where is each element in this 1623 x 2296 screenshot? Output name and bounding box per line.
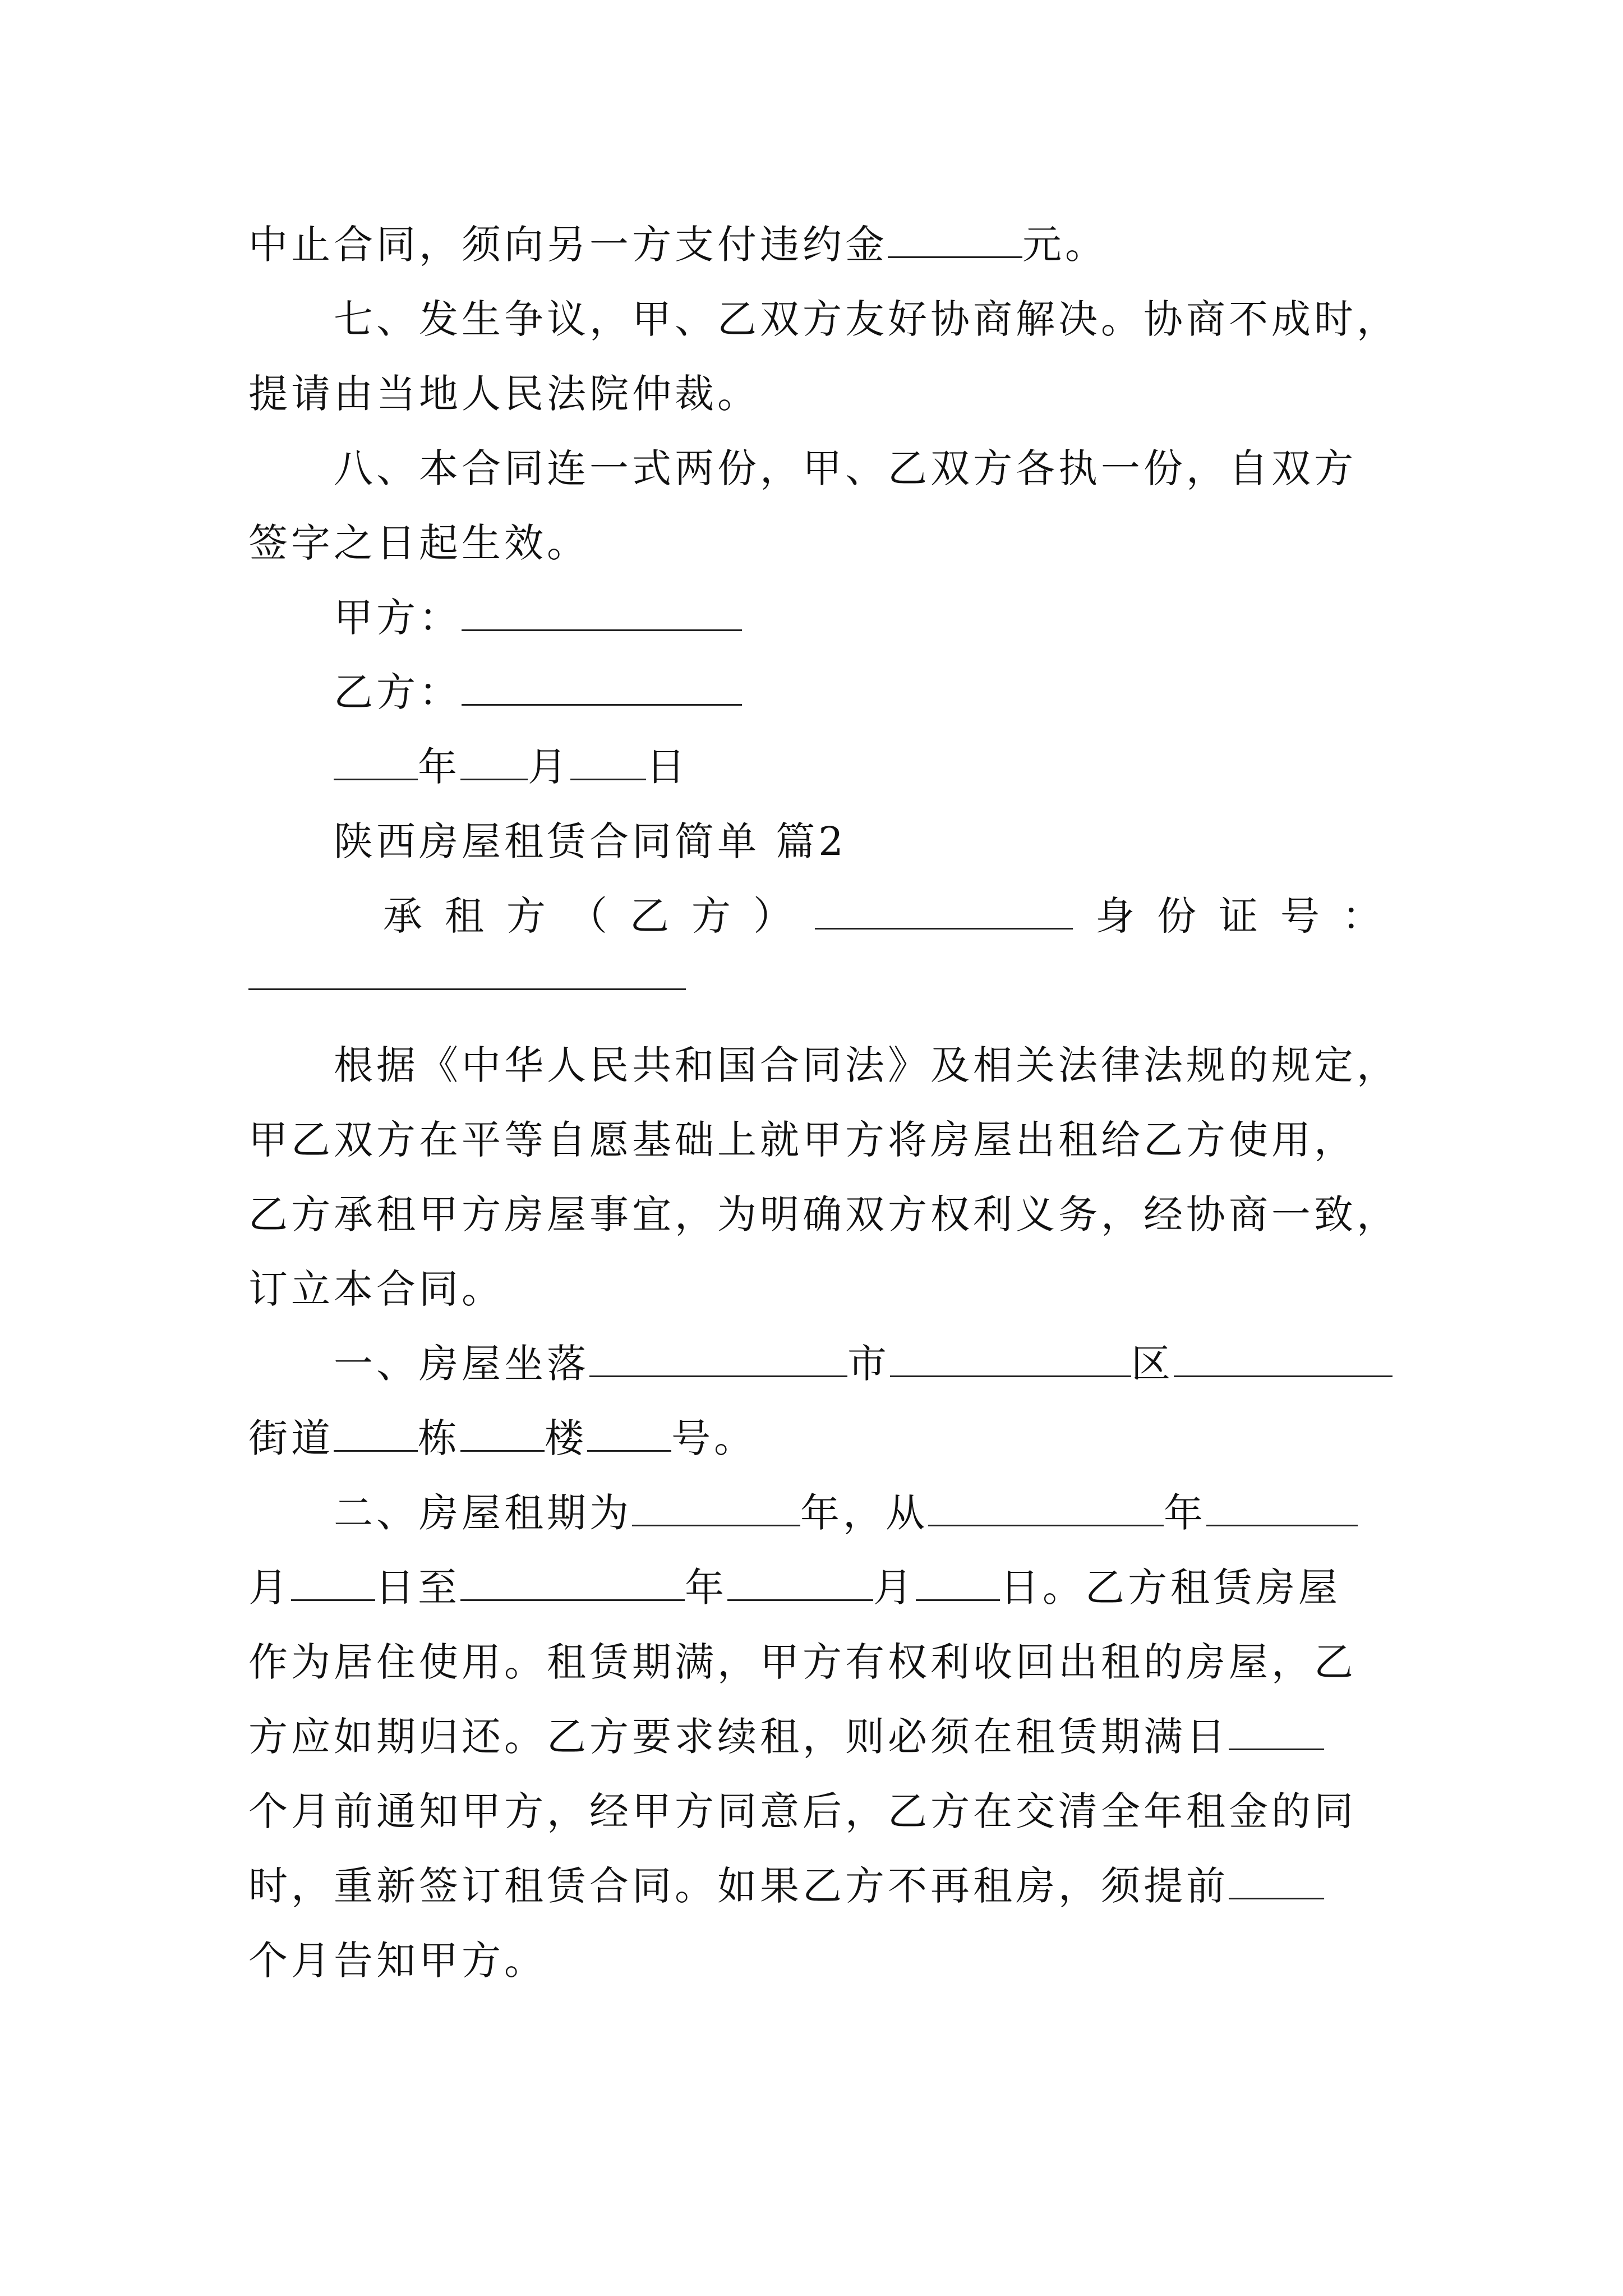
paragraph-penalty — [248, 208, 1376, 282]
text-segment: 年，从 — [800, 1490, 928, 1536]
text-segment: 日至 — [375, 1565, 460, 1611]
paragraph-intro-line4: 订立本合同。 — [248, 1266, 504, 1312]
text-segment: 一、房屋坐落 — [334, 1341, 589, 1387]
paragraph-dispute-line2: 提请由当地人民法院仲裁。 — [248, 371, 760, 417]
lessee-line — [248, 879, 1404, 954]
text-segment: 楼 — [545, 1415, 587, 1461]
signature-blank — [462, 673, 742, 706]
paragraph-term-line7: 个月告知甲方。 — [248, 1938, 547, 1984]
text-segment: 年 — [1164, 1490, 1206, 1536]
fill-blank — [1229, 1866, 1324, 1899]
fill-blank — [460, 747, 528, 780]
fill-blank — [589, 1344, 847, 1377]
fill-blank — [727, 1568, 873, 1601]
paragraph-term-line2 — [248, 1550, 1376, 1625]
text-segment: 街道 — [248, 1415, 334, 1461]
paragraph-term-line1 — [248, 1476, 1376, 1550]
fill-blank — [334, 1419, 418, 1452]
text-segment: 月 — [873, 1565, 916, 1611]
fill-blank — [460, 1568, 685, 1601]
section-heading: 陕西房屋租赁合同简单 篇2 — [334, 818, 847, 864]
day-label: 日 — [646, 744, 689, 790]
fill-blank — [916, 1568, 1000, 1601]
text-segment: 方应如期归还。乙方要求续租，则必须在租赁期满日 — [248, 1714, 1229, 1760]
party-b-label: 乙方： — [334, 669, 462, 715]
signature-party-b — [248, 655, 1376, 730]
fill-blank — [248, 988, 686, 990]
text-segment: 区 — [1131, 1341, 1174, 1387]
text-segment: 时，重新签订租赁合同。如果乙方不再租房，须提前 — [248, 1863, 1229, 1909]
paragraph-copies-line2: 签字之日起生效。 — [248, 520, 589, 566]
fill-blank — [587, 1419, 671, 1452]
fill-blank — [632, 1493, 800, 1526]
fill-blank — [928, 1493, 1164, 1526]
signature-date — [248, 730, 1376, 804]
paragraph-term-line5: 个月前通知甲方，经甲方同意后，乙方在交清全年租金的同 — [248, 1788, 1357, 1834]
fill-blank — [1174, 1344, 1393, 1377]
month-label: 月 — [528, 744, 570, 790]
id-number-blank-row — [248, 954, 1376, 1028]
paragraph-term-line3: 作为居住使用。租赁期满，甲方有权利收回出租的房屋，乙 — [248, 1639, 1357, 1685]
text-segment: 月 — [248, 1565, 291, 1611]
paragraph-dispute-line1: 七、发生争议，甲、乙双方友好协商解决。协商不成时， — [334, 296, 1399, 342]
paragraph-term-line4 — [248, 1700, 1376, 1774]
paragraph-intro-line3: 乙方承租甲方房屋事宜，为明确双方权利义务，经协商一致， — [248, 1191, 1399, 1237]
signature-party-a — [248, 581, 1376, 655]
paragraph-intro-line2: 甲乙双方在平等自愿基础上就甲方将房屋出租给乙方使用， — [248, 1117, 1357, 1163]
text-segment: 号。 — [671, 1415, 757, 1461]
paragraph-copies-line1: 八、本合同连一式两份，甲、乙双方各执一份，自双方 — [334, 445, 1357, 491]
fill-blank — [1206, 1493, 1358, 1526]
paragraph-location-line1 — [248, 1327, 1376, 1401]
text-segment: 年 — [685, 1565, 727, 1611]
text-segment: 日。乙方租赁房屋 — [1000, 1565, 1341, 1611]
text-segment: 中止合同，须向另一方支付违约金 — [248, 222, 888, 268]
text-segment: 元。 — [1022, 222, 1108, 268]
party-a-label: 甲方： — [334, 595, 462, 641]
paragraph-location-line2 — [248, 1401, 1376, 1476]
year-label: 年 — [418, 744, 460, 790]
fill-blank — [570, 747, 646, 780]
fill-blank — [291, 1568, 375, 1601]
paragraph-term-line6 — [248, 1849, 1376, 1924]
text-segment: 市 — [847, 1341, 890, 1387]
fill-blank — [460, 1419, 545, 1452]
fill-blank — [334, 747, 418, 780]
lessee-label: 承租方（乙方） — [383, 893, 815, 939]
text-segment: 栋 — [418, 1415, 460, 1461]
signature-blank — [462, 598, 742, 631]
fill-blank — [888, 225, 1022, 258]
fill-blank — [890, 1344, 1131, 1377]
text-segment: 二、房屋租期为 — [334, 1490, 632, 1536]
contract-text — [248, 208, 1404, 1998]
paragraph-intro-line1: 根据《中华人民共和国合同法》及相关法律法规的规定， — [334, 1042, 1399, 1088]
fill-blank — [815, 896, 1073, 930]
id-number-label: 身份证号： — [1095, 893, 1404, 939]
fill-blank — [1229, 1717, 1324, 1750]
